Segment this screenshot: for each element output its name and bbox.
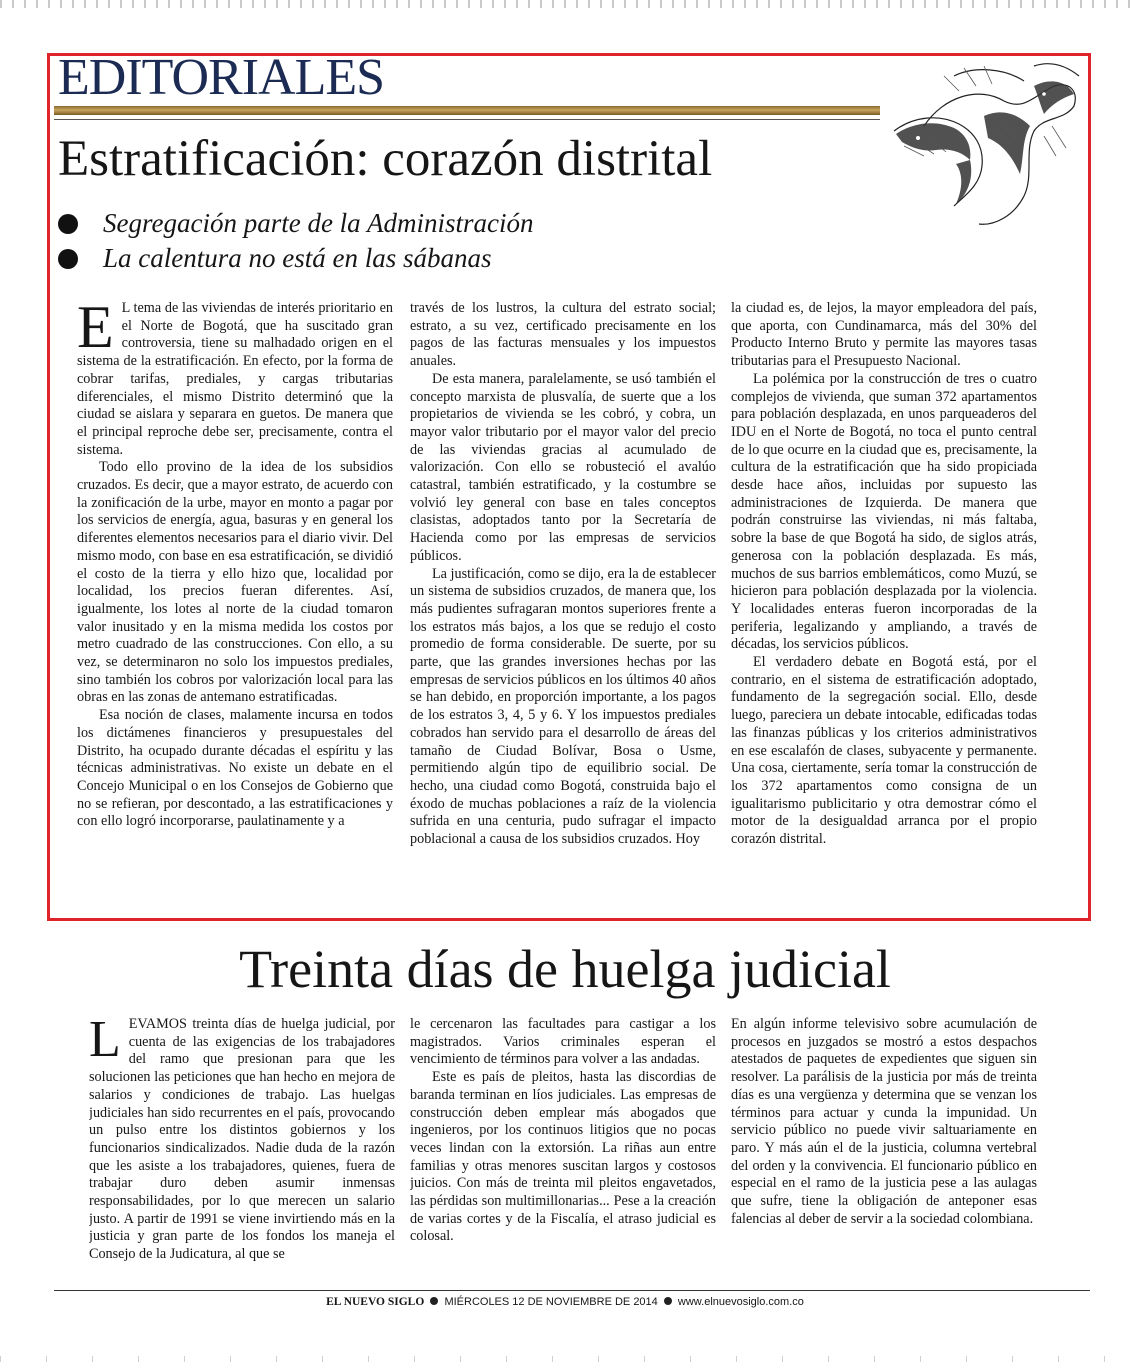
paragraph: En algún informe televisivo sobre acumulación de procesos en juzgados se mostró a estos despachos atestados de paquetes de expedientes que siguen sin resolver. La parálisis de la justicia por más de treinta días es una vergüenza y determina que se venzan los términos para actuar y cunda la impunidad. Un servicio público no puede vivir saltuariamente en paro. Y más aún el de la justicia, columna vertebral del orden y la convivencia. El funcionario público en especial en el ramo de la justicia pese a las aulagas que sufre, tiene la obligación de anteponer esas falencias al deber de servir a la sociedad colombiana. <box>731 1016 1037 1227</box>
paragraph: través de los lustros, la cultura del estrato social; estrato, a su vez, certificado precisamente en los pagos de las facturas mensuales y los impuestos anuales. <box>410 300 716 370</box>
subhead-item <box>58 206 533 241</box>
bullet-icon <box>58 214 78 234</box>
paragraph <box>77 300 393 459</box>
bullet-icon <box>664 1297 672 1305</box>
paragraph: Este es país de pleitos, hasta las discordias de baranda terminan en líos judiciales. Las empresas de construcción deben emplear más abogados que ingenieros, por los continuos litigios que no pocas veces lindan con la extorsión. La riñas aun entre familias y otras menores suscitan largos y costosos juicios. Con más de treinta mil pleitos engavetados, las pérdidas son multimillonarias... Pese a la creación de varias cortes y de la Fiscalía, el atraso judicial es colosal. <box>410 1069 716 1245</box>
subhead-text: Segregación parte de la Administración <box>103 208 534 238</box>
paragraph: la ciudad es, de lejos, la mayor empleadora del país, que aporta, con Cundinamarca, más del 30% del Producto Interno Bruto y permite las mayores tasas tributarias para el Presupuesto Nacional. <box>731 300 1037 370</box>
subhead-item <box>58 241 533 276</box>
subhead-text: La calentura no está en las sábanas <box>103 243 492 273</box>
footer-brand: EL NUEVO SIGLO <box>326 1296 425 1308</box>
second-editorial-column-3 <box>731 1016 1037 1282</box>
editorial-column-3 <box>731 300 1037 918</box>
horse-illustration-icon <box>884 56 1084 246</box>
paragraph: La justificación, como se dijo, era la de establecer un sistema de subsidios cruzados, de manera que, los más pudientes sufragaran montos superiores frente a los estratos más bajos, a los que se redujo el costo promedio de forma considerable. De suerte, por su parte, que las grandes inversiones hechas por las empresas de servicios públicos en los últimos 40 años se han debido, en proporción importante, a los pagos de los estratos 3, 4, 5 y 6. Y los impuestos prediales cobrados han servido para el desarrollo de áreas del tamaño de Ciudad Bolívar, Bosa o Usme, permitiendo algún tipo de equilibrio social. De hecho, una ciudad como Bogotá, construida bajo el éxodo de muchas poblaciones a raíz de la violencia sufrida en una centuria, pudo sufragar el impacto poblacional a causa de los subsidios cruzados. Hoy <box>410 565 716 848</box>
page-footer <box>0 1296 1130 1308</box>
paragraph: De esta manera, paralelamente, se usó también el concepto marxista de plusvalía, de suerte que a los propietarios de vivienda se les cobró, y cobra, un mayor valor tributario por el mayor valor del precio de las viviendas gracias al acumulado de valorización. Con ello se robusteció el avalúo catastral, también estratificado, y la costumbre se volvió ley general con base en tales conceptos clasistas, adoptados tanto por la Secretaría de Hacienda como por las empresas de servicios públicos. <box>410 370 716 564</box>
paragraph: Todo ello provino de la idea de los subsidios cruzados. Es decir, que a mayor estrato, de acuerdo con la zonificación de la urbe, mayor en monto a pagar por los servicios de energía, agua, basuras y en general los diferentes elementos necesarios para el diario vivir. Del mismo modo, con base en esa estratificación, se dividió el costo de la tierra y ello hizo que, localidad por localidad, los precios fueran diferentes. Así, igualmente, los lotes al norte de la ciudad tomaron valor inusitado y en la misma medida los costos por metro cuadrado de las construcciones. Con ello, a su vez, se determinaron no solo los impuestos prediales, sino también los cobros por valorización local para las obras en las zonas de antemano estratificadas. <box>77 459 393 706</box>
drop-cap: E <box>77 300 114 360</box>
section-label: EDITORIALES <box>58 49 385 106</box>
scan-edge <box>0 1356 1130 1362</box>
second-editorial-title: Treinta días de huelga judicial <box>239 939 891 999</box>
drop-cap: L <box>89 1016 121 1068</box>
paragraph: El verdadero debate en Bogotá está, por el contrario, en el sistema de estratificación adoptado, fundamento de la segregación social. Ello, desde luego, pareciera un debate intocable, edificadas todas las finanzas públicas y los criterios administrativos en ese escalafón de clases, subyacente y permanente. Una cosa, ciertamente, sería tomar la construcción de los 372 apartamentos como consigna de un igualitarismo publicitario y otra demostrar cómo el motor de la desigualdad arranca por el propio corazón distrital. <box>731 654 1037 848</box>
paragraph-text: L tema de las viviendas de interés prioritario en el Norte de Bogotá, que ha suscitado gran controversia, tiene su malhadado origen en el sistema de la estratificación. En efecto, por la forma de cobrar tarifas, prediales, y cargas tributarias diferenciales, el mismo Distrito determinó que la ciudad se aislara y separara en guetos. De manera que el principal reproche debe ser, precisamente, contra el sistema. <box>77 300 393 458</box>
paragraph: Esa noción de clases, malamente incursa en todos los dictámenes financieros y presupuestales del Distrito, ha ocupado durante décadas el espíritu y las técnicas administrativas. No existe un debate en el Concejo Municipal o en los Consejos de Gobierno que no se refieran, por descontado, a las estratificaciones y con ello logró incorporarse, paulatinamente y a <box>77 707 393 830</box>
paragraph <box>89 1016 395 1264</box>
subhead-list <box>58 206 533 276</box>
bullet-icon <box>58 249 78 269</box>
paragraph-text: EVAMOS treinta días de huelga judicial, por cuenta de las exigencias de los trabajadores del ramo que presionan para que les solucionen las peticiones que han hecho en mejora de salarios y condiciones de trabajo. Las huelgas judiciales han sido recurrentes en el país, provocando un pulso entre los distintos gobiernos y los funcionarios sindicalizados. Nadie duda de la razón que les asiste a los trabajadores, quienes, fuera de trabajar duro deben asumir inmensas responsabilidades, por lo que merecen un salario justo. A partir de 1991 se viene invirtiendo más en la justicia y gran parte de los fondos los maneja el Consejo de la Judicatura, al que se <box>89 1016 395 1263</box>
editorial-column-2 <box>410 300 716 918</box>
footer-rule <box>54 1290 1090 1291</box>
paragraph: le cercenaron las facultades para castigar a los magistrados. Varios criminales esperan el vencimiento de términos para volver a las andadas. <box>410 1016 716 1068</box>
footer-date: MIÉRCOLES 12 DE NOVIEMBRE DE 2014 <box>444 1296 658 1308</box>
editorial-column-1 <box>77 300 393 918</box>
paragraph: La polémica por la construcción de tres o cuatro complejos de vivienda, que suman 372 apartamentos para población desplazada, en unos parqueaderos del IDU en el Norte de Bogotá, no toca el punto central de lo que ocurre en la ciudad que es, precisamente, la cultura de la estratificación que ha sido propiciada desde hace años, incluidas por supuesto las administraciones de Izquierda. De manera que podrán construirse las viviendas, ni más faltaba, sobre la base de que Bogotá ha sido, de siglos atrás, generosa con la población desplazada. Es más, muchos de sus barrios emblemáticos, como Muzú, se hicieron para población desplazada por la violencia. Y localidades enteras fueron incorporadas de la periferia, legalizando y ampliando, a través de décadas, los servicios públicos. <box>731 370 1037 653</box>
second-editorial-column-1 <box>89 1016 395 1282</box>
section-rule-thin <box>54 119 880 120</box>
second-editorial-column-2 <box>410 1016 716 1282</box>
section-rule <box>54 106 880 115</box>
editorial-title: Estratificación: corazón distrital <box>58 131 713 187</box>
scan-edge <box>0 0 1130 8</box>
bullet-icon <box>430 1297 438 1305</box>
footer-website: www.elnuevosiglo.com.co <box>677 1296 804 1308</box>
